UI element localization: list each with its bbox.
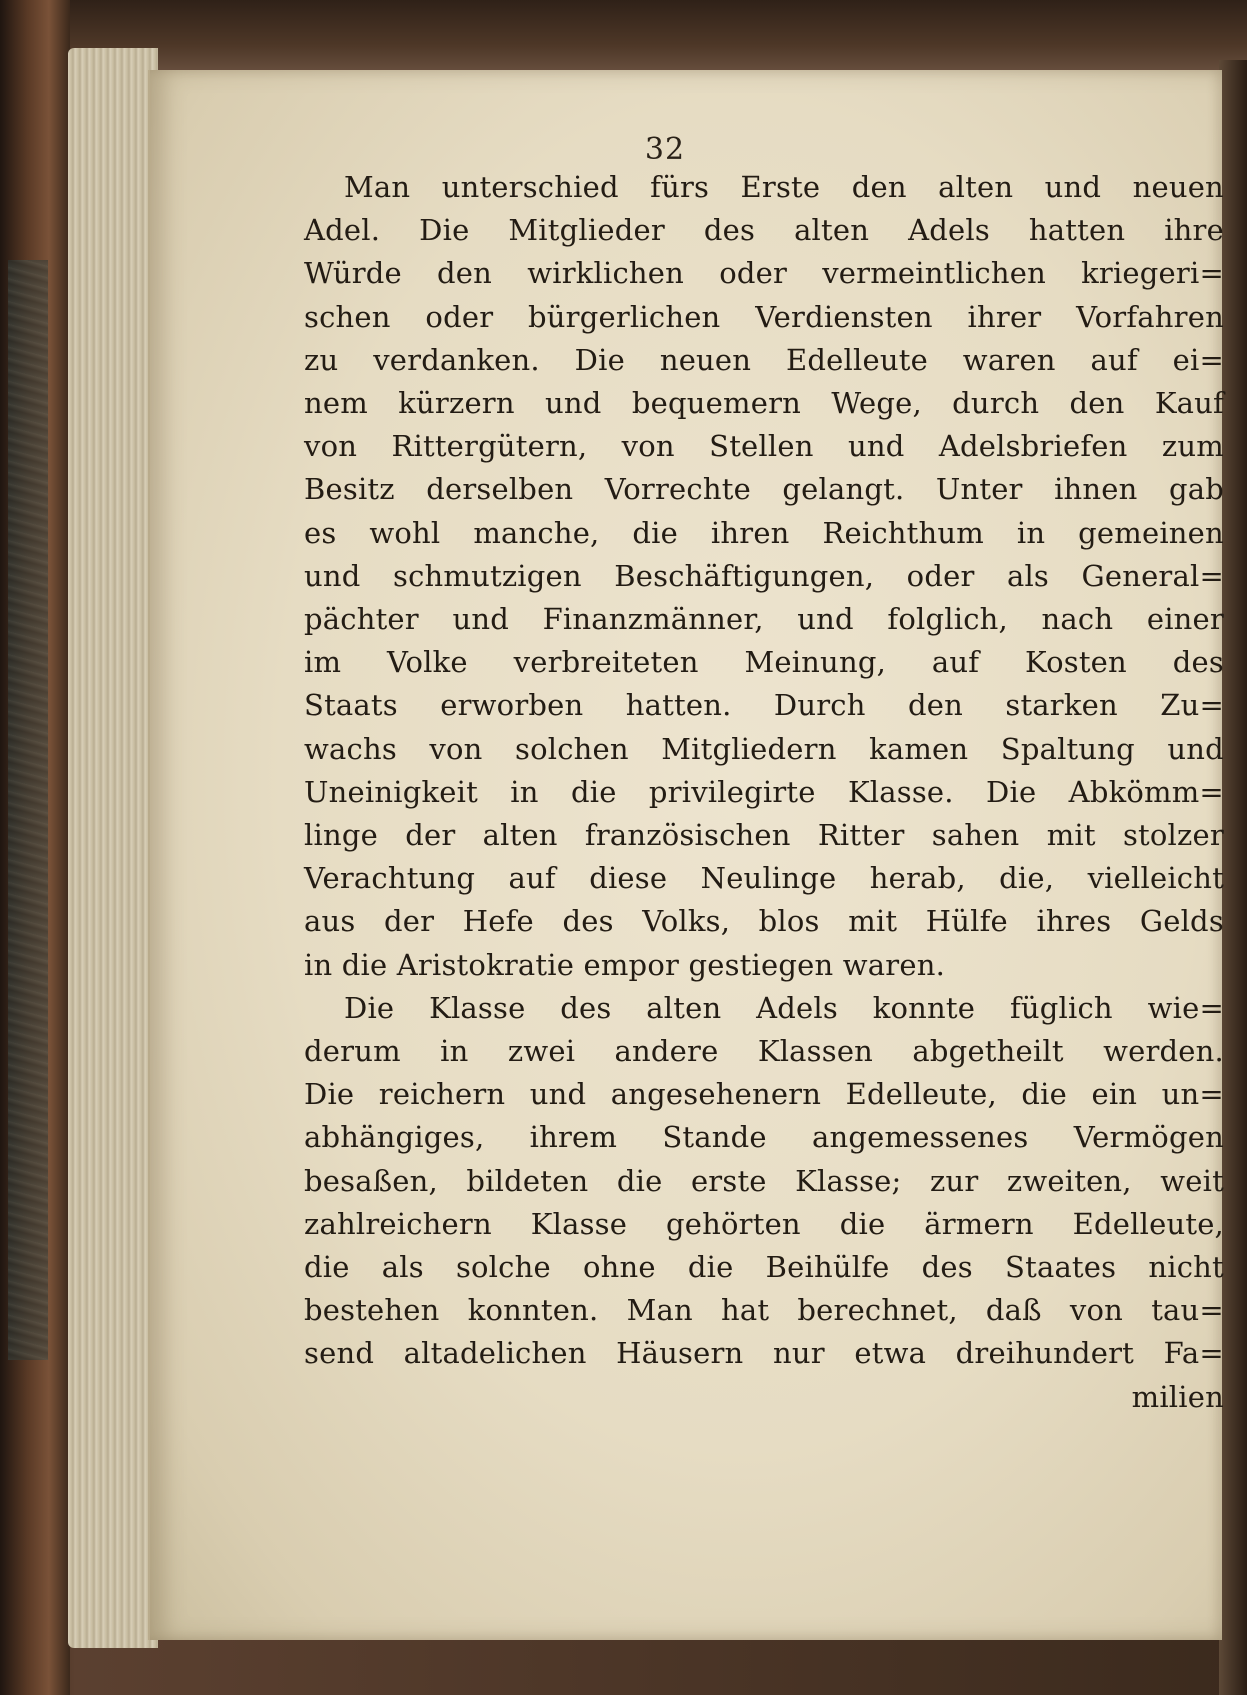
text-line: schen oder bürgerlichen Verdiensten ihrer Vorfahren: [304, 299, 1224, 334]
book-page: [148, 70, 1222, 1640]
text-line: derum in zwei andere Klassen abgetheilt werden.: [304, 1034, 1224, 1068]
text-line: von Rittergütern, von Stellen und Adelsbriefen zum: [304, 429, 1224, 464]
text-line: die als solche ohne die Beihülfe des Staates nicht: [304, 1250, 1224, 1284]
text-line: Uneinigkeit in die privilegirte Klasse. Die Abkömm=: [304, 774, 1224, 809]
text-line: zahlreichern Klasse gehörten die ärmern Edelleute,: [304, 1206, 1224, 1241]
text-line: wachs von solchen Mitgliedern kamen Spaltung und: [304, 731, 1224, 766]
book-spine: [0, 0, 70, 1695]
text-line: in die Aristokratie empor gestiegen waren.: [304, 947, 946, 982]
text-line: Man unterschied fürs Erste den alten und neuen: [344, 170, 1224, 204]
text-line: Verachtung auf diese Neulinge herab, die, vielleicht: [304, 861, 1224, 896]
text-line: im Volke verbreiteten Meinung, auf Kosten des: [304, 645, 1224, 680]
page-edges: [68, 48, 158, 1648]
text-line: abhängiges, ihrem Stande angemessenes Vermögen: [304, 1120, 1224, 1155]
text-line: besaßen, bildeten die erste Klasse; zur zweiten, weit: [304, 1163, 1224, 1198]
text-line: bestehen konnten. Man hat berechnet, daß von tau=: [304, 1293, 1224, 1328]
text-line: linge der alten französischen Ritter sahen mit stolzer: [304, 818, 1224, 852]
text-line: Adel. Die Mitglieder des alten Adels hatten ihre: [304, 213, 1224, 248]
text-line: send altadelichen Häusern nur etwa dreihundert Fa=: [304, 1336, 1224, 1371]
text-line: nem kürzern und bequemern Wege, durch den Kauf: [304, 386, 1224, 420]
text-line: Würde den wirklichen oder vermeintlichen kriegeri=: [304, 256, 1224, 291]
book-cover-top: [60, 0, 1247, 75]
text-line: Staats erworben hatten. Durch den starken Zu=: [304, 688, 1224, 723]
page-number: 32: [644, 132, 686, 167]
text-line: Besitz derselben Vorrechte gelangt. Unter ihnen gab: [304, 472, 1224, 507]
text-line: Die Klasse des alten Adels konnte füglich wie=: [344, 990, 1224, 1025]
text-line: und schmutzigen Beschäftigungen, oder als General=: [304, 558, 1224, 593]
text-line: es wohl manche, die ihren Reichthum in gemeinen: [304, 515, 1224, 550]
text-line: milien: [1131, 1379, 1224, 1414]
text-line: zu verdanken. Die neuen Edelleute waren auf ei=: [304, 342, 1224, 377]
text-line: pächter und Finanzmänner, und folglich, nach einer: [304, 602, 1224, 636]
text-line: aus der Hefe des Volks, blos mit Hülfe ihres Gelds: [304, 904, 1224, 939]
text-line: Die reichern und angesehenern Edelleute, die ein un=: [304, 1077, 1224, 1112]
